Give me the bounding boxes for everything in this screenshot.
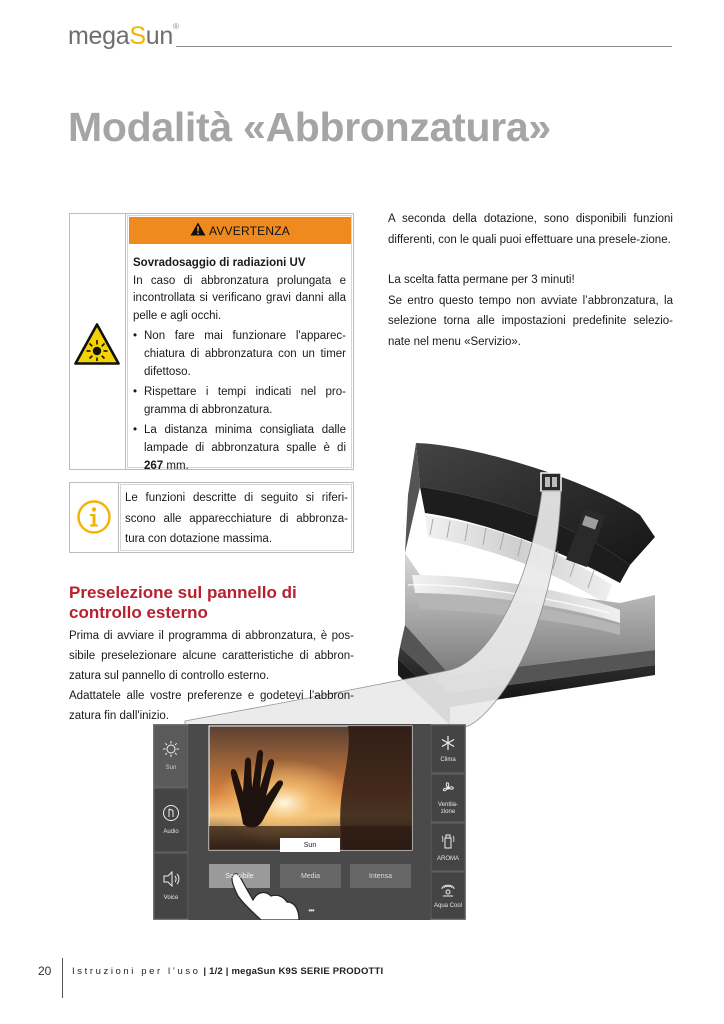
section-body <box>69 626 354 726</box>
paragraph: A seconda della dotazione, sono disponibili funzioni differenti, con le quali puoi effettuare una presele-zione. <box>388 213 673 246</box>
panel-button-voice[interactable] <box>154 853 188 919</box>
panel-button-label: AROMA <box>436 855 459 862</box>
panel-button-label: Audio <box>163 829 179 835</box>
tab-media[interactable]: Media <box>300 872 321 880</box>
paragraph: La scelta fatta permane per 3 minuti! <box>388 274 575 286</box>
tab-sensibile[interactable]: Sensibile <box>225 872 254 880</box>
aqua-cool-icon <box>439 881 457 900</box>
panel-button-aqua-cool[interactable] <box>431 872 465 919</box>
warning-divider <box>125 213 126 470</box>
warning-bullet: • Rispettare i tempi indicati nel pro-gramma di abbronzatura. <box>133 384 346 419</box>
panel-button-sun[interactable] <box>154 725 188 787</box>
paragraph: Adattatele alle vostre preferenze e godetevi l’abbron-zatura fin dall'inizio. <box>69 690 354 722</box>
page-number: 20 <box>38 964 52 978</box>
fan-icon <box>439 780 457 799</box>
section-title: Preselezione sul pannello di controllo esterno <box>69 583 297 622</box>
panel-button-ventilazione[interactable] <box>431 774 465 822</box>
panel-button-label: Aqua Cool <box>433 903 463 909</box>
warning-intro: In caso di abbronzatura prolungata e incontrollata si verificano gravi danni alla pelle e agli occhi. <box>133 274 346 322</box>
paragraph: Se entro questo tempo non avviate l’abbronzatura, la selezione torna alle impostazioni predefinite selezio-nate nel menu «Servizio». <box>388 294 673 348</box>
panel-button-label: Ventila- zione <box>437 802 458 815</box>
warning-heading: Sovradosaggio di radiazioni UV <box>133 257 306 269</box>
warning-bullet: • Non fare mai funzionare l'apparec-chiatura di abbronzatura con un timer difettoso. <box>133 328 346 381</box>
paragraph: Prima di avviare il programma di abbronzatura, è pos-sibile preselezionare alcune caratteristiche di abbron-zatura sul pannello di controllo esterno. <box>69 630 354 682</box>
voice-icon <box>161 870 181 891</box>
info-divider <box>118 482 119 553</box>
panel-button-label: Clima <box>440 756 456 763</box>
audio-icon <box>162 804 180 825</box>
header-rule <box>176 46 672 47</box>
megasun-logo: megaSun® <box>68 22 179 50</box>
more-dots-icon[interactable]: ••• <box>308 906 314 915</box>
panel-button-label: Sun <box>165 765 177 771</box>
page-title: Modalità «Abbronzatura» <box>68 104 551 150</box>
warning-bullet: • La distanza minima consigliata dalle lampade di abbronzatura spalle è di 267 mm. <box>133 422 346 475</box>
info-text: Le funzioni descritte di seguito si riferi-scono alle apparecchiature di abbronza-tura con dotazione massima. <box>125 492 348 545</box>
warning-triangle-icon <box>190 222 206 239</box>
warning-header-label: AVVERTENZA <box>209 223 290 238</box>
snowflake-icon <box>440 735 456 754</box>
panel-button-clima[interactable] <box>431 725 465 773</box>
right-column-text <box>388 209 673 352</box>
panel-button-label: Voice <box>163 895 179 901</box>
panel-button-audio[interactable] <box>154 788 188 852</box>
uv-radiation-warning-icon <box>74 323 120 365</box>
footer-rule <box>62 958 63 998</box>
info-icon <box>77 500 111 534</box>
tab-intensa[interactable]: Intensa <box>369 872 392 880</box>
aroma-icon <box>439 832 457 853</box>
footer-text: Istruzioni per l’uso | 1/2 | megaSun K9S SERIE PRODOTTI <box>72 966 384 977</box>
control-panel-labels <box>153 724 466 920</box>
sun-icon <box>162 740 180 761</box>
photo-caption: Sun <box>303 841 317 849</box>
panel-button-aroma[interactable] <box>431 823 465 871</box>
warning-header <box>129 217 351 244</box>
